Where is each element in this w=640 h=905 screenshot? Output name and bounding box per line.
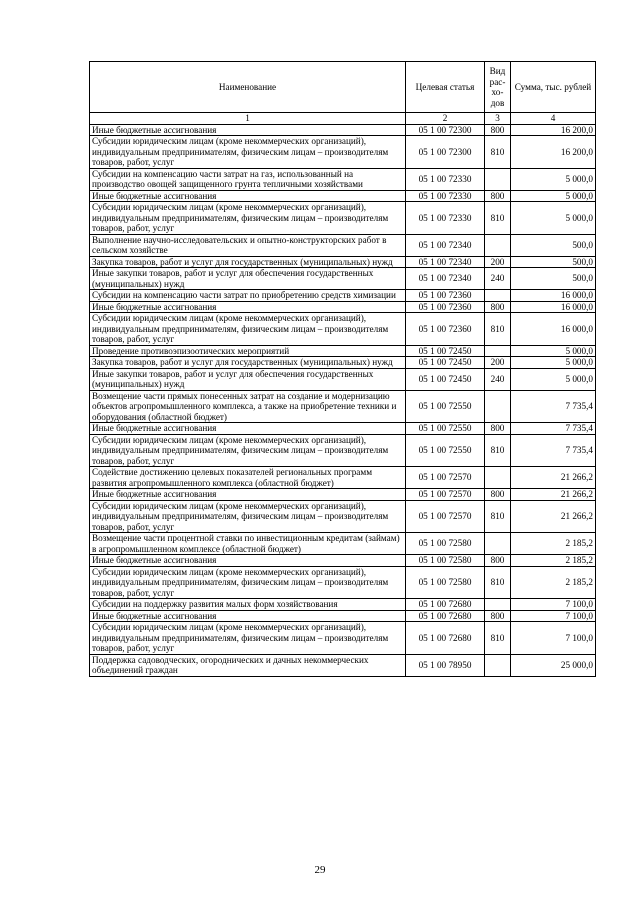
column-number: 3 (485, 113, 511, 125)
table-row (90, 345, 596, 357)
row-sum: 2 185,2 (511, 566, 596, 599)
row-name: Возмещение части процентной ставки по инвестиционным кредитам (займам) в агропромышленном комплексе (областной бюджет) (90, 533, 406, 555)
row-name: Содействие достижению целевых показателей региональных программ развития агропромышленного комплекса (областной бюджет) (90, 467, 406, 489)
row-target-article: 05 1 00 72360 (406, 313, 485, 346)
row-expense-type: 810 (485, 136, 511, 169)
row-expense-type: 240 (485, 268, 511, 290)
row-name: Иные бюджетные ассигнования (90, 423, 406, 435)
row-name: Проведение противоэпизоотических мероприятий (90, 345, 406, 357)
row-target-article: 05 1 00 72330 (406, 168, 485, 190)
row-expense-type (485, 599, 511, 611)
row-target-article: 05 1 00 72550 (406, 390, 485, 423)
row-name: Закупка товаров, работ и услуг для государственных (муниципальных) нужд (90, 357, 406, 369)
header-name: Наименование (90, 62, 406, 113)
row-sum: 7 735,4 (511, 434, 596, 467)
row-expense-type: 800 (485, 124, 511, 136)
row-sum: 7 100,0 (511, 622, 596, 655)
budget-table (89, 61, 596, 677)
row-target-article: 05 1 00 72570 (406, 500, 485, 533)
row-expense-type: 800 (485, 610, 511, 622)
row-expense-type: 800 (485, 301, 511, 313)
table-row (90, 434, 596, 467)
row-expense-type: 240 (485, 368, 511, 390)
row-sum: 16 200,0 (511, 124, 596, 136)
column-number: 2 (406, 113, 485, 125)
row-expense-type: 800 (485, 555, 511, 567)
table-row (90, 390, 596, 423)
row-name: Субсидии юридическим лицам (кроме некоммерческих организаций), индивидуальным предпринимателям, физическим лицам – производителям товаров, работ, услуг (90, 500, 406, 533)
row-target-article: 05 1 00 72450 (406, 357, 485, 369)
row-sum: 21 266,2 (511, 467, 596, 489)
row-sum: 16 000,0 (511, 313, 596, 346)
row-target-article: 05 1 00 72330 (406, 202, 485, 235)
table-row (90, 368, 596, 390)
row-sum: 7 100,0 (511, 599, 596, 611)
row-expense-type (485, 533, 511, 555)
row-expense-type: 810 (485, 566, 511, 599)
table-row (90, 357, 596, 369)
table-row (90, 610, 596, 622)
row-name: Иные бюджетные ассигнования (90, 555, 406, 567)
row-sum: 7 100,0 (511, 610, 596, 622)
row-target-article: 05 1 00 72580 (406, 566, 485, 599)
page-number: 29 (314, 864, 326, 876)
header-sum: Сумма, тыс. рублей (511, 62, 596, 113)
row-name: Иные закупки товаров, работ и услуг для обеспечения государственных (муниципальных) нужд (90, 368, 406, 390)
row-name: Субсидии на компенсацию части затрат по приобретению средств химизации (90, 290, 406, 302)
row-target-article: 05 1 00 72570 (406, 489, 485, 501)
row-expense-type: 810 (485, 622, 511, 655)
row-sum: 5 000,0 (511, 345, 596, 357)
row-target-article: 05 1 00 72680 (406, 610, 485, 622)
row-name: Субсидии на поддержку развития малых форм хозяйствования (90, 599, 406, 611)
row-expense-type: 800 (485, 489, 511, 501)
row-sum: 16 000,0 (511, 290, 596, 302)
row-name: Субсидии юридическим лицам (кроме некоммерческих организаций), индивидуальным предпринимателям, физическим лицам – производителям товаров, работ, услуг (90, 566, 406, 599)
row-target-article: 05 1 00 78950 (406, 654, 485, 676)
row-target-article: 05 1 00 72340 (406, 268, 485, 290)
header-expense-type: Вид рас- хо- дов (485, 62, 511, 113)
row-name: Субсидии юридическим лицам (кроме некоммерческих организаций), индивидуальным предпринимателям, физическим лицам – производителям товаров, работ, услуг (90, 136, 406, 169)
table-row (90, 136, 596, 169)
table-row (90, 533, 596, 555)
row-target-article: 05 1 00 72450 (406, 368, 485, 390)
row-target-article: 05 1 00 72330 (406, 190, 485, 202)
row-expense-type: 200 (485, 256, 511, 268)
table-row (90, 622, 596, 655)
row-sum: 2 185,2 (511, 555, 596, 567)
table-row (90, 256, 596, 268)
row-expense-type: 810 (485, 434, 511, 467)
row-sum: 16 200,0 (511, 136, 596, 169)
row-name: Закупка товаров, работ и услуг для государственных (муниципальных) нужд (90, 256, 406, 268)
table-row (90, 190, 596, 202)
table-row (90, 489, 596, 501)
row-sum: 500,0 (511, 234, 596, 256)
row-sum: 21 266,2 (511, 489, 596, 501)
table-row (90, 566, 596, 599)
row-sum: 25 000,0 (511, 654, 596, 676)
row-target-article: 05 1 00 72550 (406, 423, 485, 435)
row-sum: 16 000,0 (511, 301, 596, 313)
row-sum: 5 000,0 (511, 357, 596, 369)
row-name: Иные бюджетные ассигнования (90, 489, 406, 501)
row-target-article: 05 1 00 72340 (406, 256, 485, 268)
row-expense-type (485, 390, 511, 423)
table-row (90, 290, 596, 302)
column-number-row (90, 113, 596, 125)
row-name: Иные бюджетные ассигнования (90, 190, 406, 202)
row-sum: 2 185,2 (511, 533, 596, 555)
row-expense-type (485, 345, 511, 357)
header-target-article: Целевая статья (406, 62, 485, 113)
row-target-article: 05 1 00 72300 (406, 124, 485, 136)
row-name: Субсидии юридическим лицам (кроме некоммерческих организаций), индивидуальным предпринимателям, физическим лицам – производителям товаров, работ, услуг (90, 622, 406, 655)
row-sum: 21 266,2 (511, 500, 596, 533)
row-target-article: 05 1 00 72360 (406, 301, 485, 313)
row-expense-type: 810 (485, 313, 511, 346)
row-expense-type: 800 (485, 423, 511, 435)
table-row (90, 301, 596, 313)
row-target-article: 05 1 00 72580 (406, 555, 485, 567)
row-name: Субсидии на компенсацию части затрат на газ, использованный на производство овощей защищенного грунта тепличными хозяйствами (90, 168, 406, 190)
row-name: Субсидии юридическим лицам (кроме некоммерческих организаций), индивидуальным предпринимателям, физическим лицам – производителям товаров, работ, услуг (90, 202, 406, 235)
row-target-article: 05 1 00 72550 (406, 434, 485, 467)
row-name: Субсидии юридическим лицам (кроме некоммерческих организаций), индивидуальным предпринимателям, физическим лицам – производителям товаров, работ, услуг (90, 434, 406, 467)
row-name: Субсидии юридическим лицам (кроме некоммерческих организаций), индивидуальным предпринимателям, физическим лицам – производителям товаров, работ, услуг (90, 313, 406, 346)
row-sum: 7 735,4 (511, 390, 596, 423)
column-number: 1 (90, 113, 406, 125)
row-name: Выполнение научно-исследовательских и опытно-конструкторских работ в сельском хозяйстве (90, 234, 406, 256)
row-expense-type: 200 (485, 357, 511, 369)
row-expense-type (485, 654, 511, 676)
table-row (90, 423, 596, 435)
row-expense-type (485, 234, 511, 256)
table-row (90, 268, 596, 290)
row-sum: 5 000,0 (511, 368, 596, 390)
row-name: Иные бюджетные ассигнования (90, 610, 406, 622)
row-expense-type: 810 (485, 500, 511, 533)
row-target-article: 05 1 00 72680 (406, 599, 485, 611)
table-row (90, 599, 596, 611)
table-row (90, 555, 596, 567)
row-expense-type (485, 290, 511, 302)
table-row (90, 168, 596, 190)
row-name: Поддержка садоводческих, огороднических и дачных некоммерческих объединений граждан (90, 654, 406, 676)
row-name: Иные закупки товаров, работ и услуг для обеспечения государственных (муниципальных) нужд (90, 268, 406, 290)
row-target-article: 05 1 00 72570 (406, 467, 485, 489)
table-row (90, 234, 596, 256)
row-name: Иные бюджетные ассигнования (90, 124, 406, 136)
row-target-article: 05 1 00 72580 (406, 533, 485, 555)
row-name: Иные бюджетные ассигнования (90, 301, 406, 313)
table-row (90, 467, 596, 489)
row-target-article: 05 1 00 72680 (406, 622, 485, 655)
table-row (90, 500, 596, 533)
column-number: 4 (511, 113, 596, 125)
row-sum: 500,0 (511, 268, 596, 290)
row-expense-type (485, 168, 511, 190)
table-header-row (90, 62, 596, 113)
row-expense-type: 810 (485, 202, 511, 235)
table-row (90, 202, 596, 235)
row-sum: 5 000,0 (511, 202, 596, 235)
row-target-article: 05 1 00 72360 (406, 290, 485, 302)
table-row (90, 654, 596, 676)
row-sum: 5 000,0 (511, 168, 596, 190)
row-expense-type (485, 467, 511, 489)
row-sum: 7 735,4 (511, 423, 596, 435)
row-target-article: 05 1 00 72300 (406, 136, 485, 169)
row-target-article: 05 1 00 72450 (406, 345, 485, 357)
row-target-article: 05 1 00 72340 (406, 234, 485, 256)
table-row (90, 313, 596, 346)
table-row (90, 124, 596, 136)
row-expense-type: 800 (485, 190, 511, 202)
row-sum: 500,0 (511, 256, 596, 268)
row-name: Возмещение части прямых понесенных затрат на создание и модернизацию объектов агропромышленного комплекса, а также на приобретение техники и оборудования (областной бюджет) (90, 390, 406, 423)
row-sum: 5 000,0 (511, 190, 596, 202)
